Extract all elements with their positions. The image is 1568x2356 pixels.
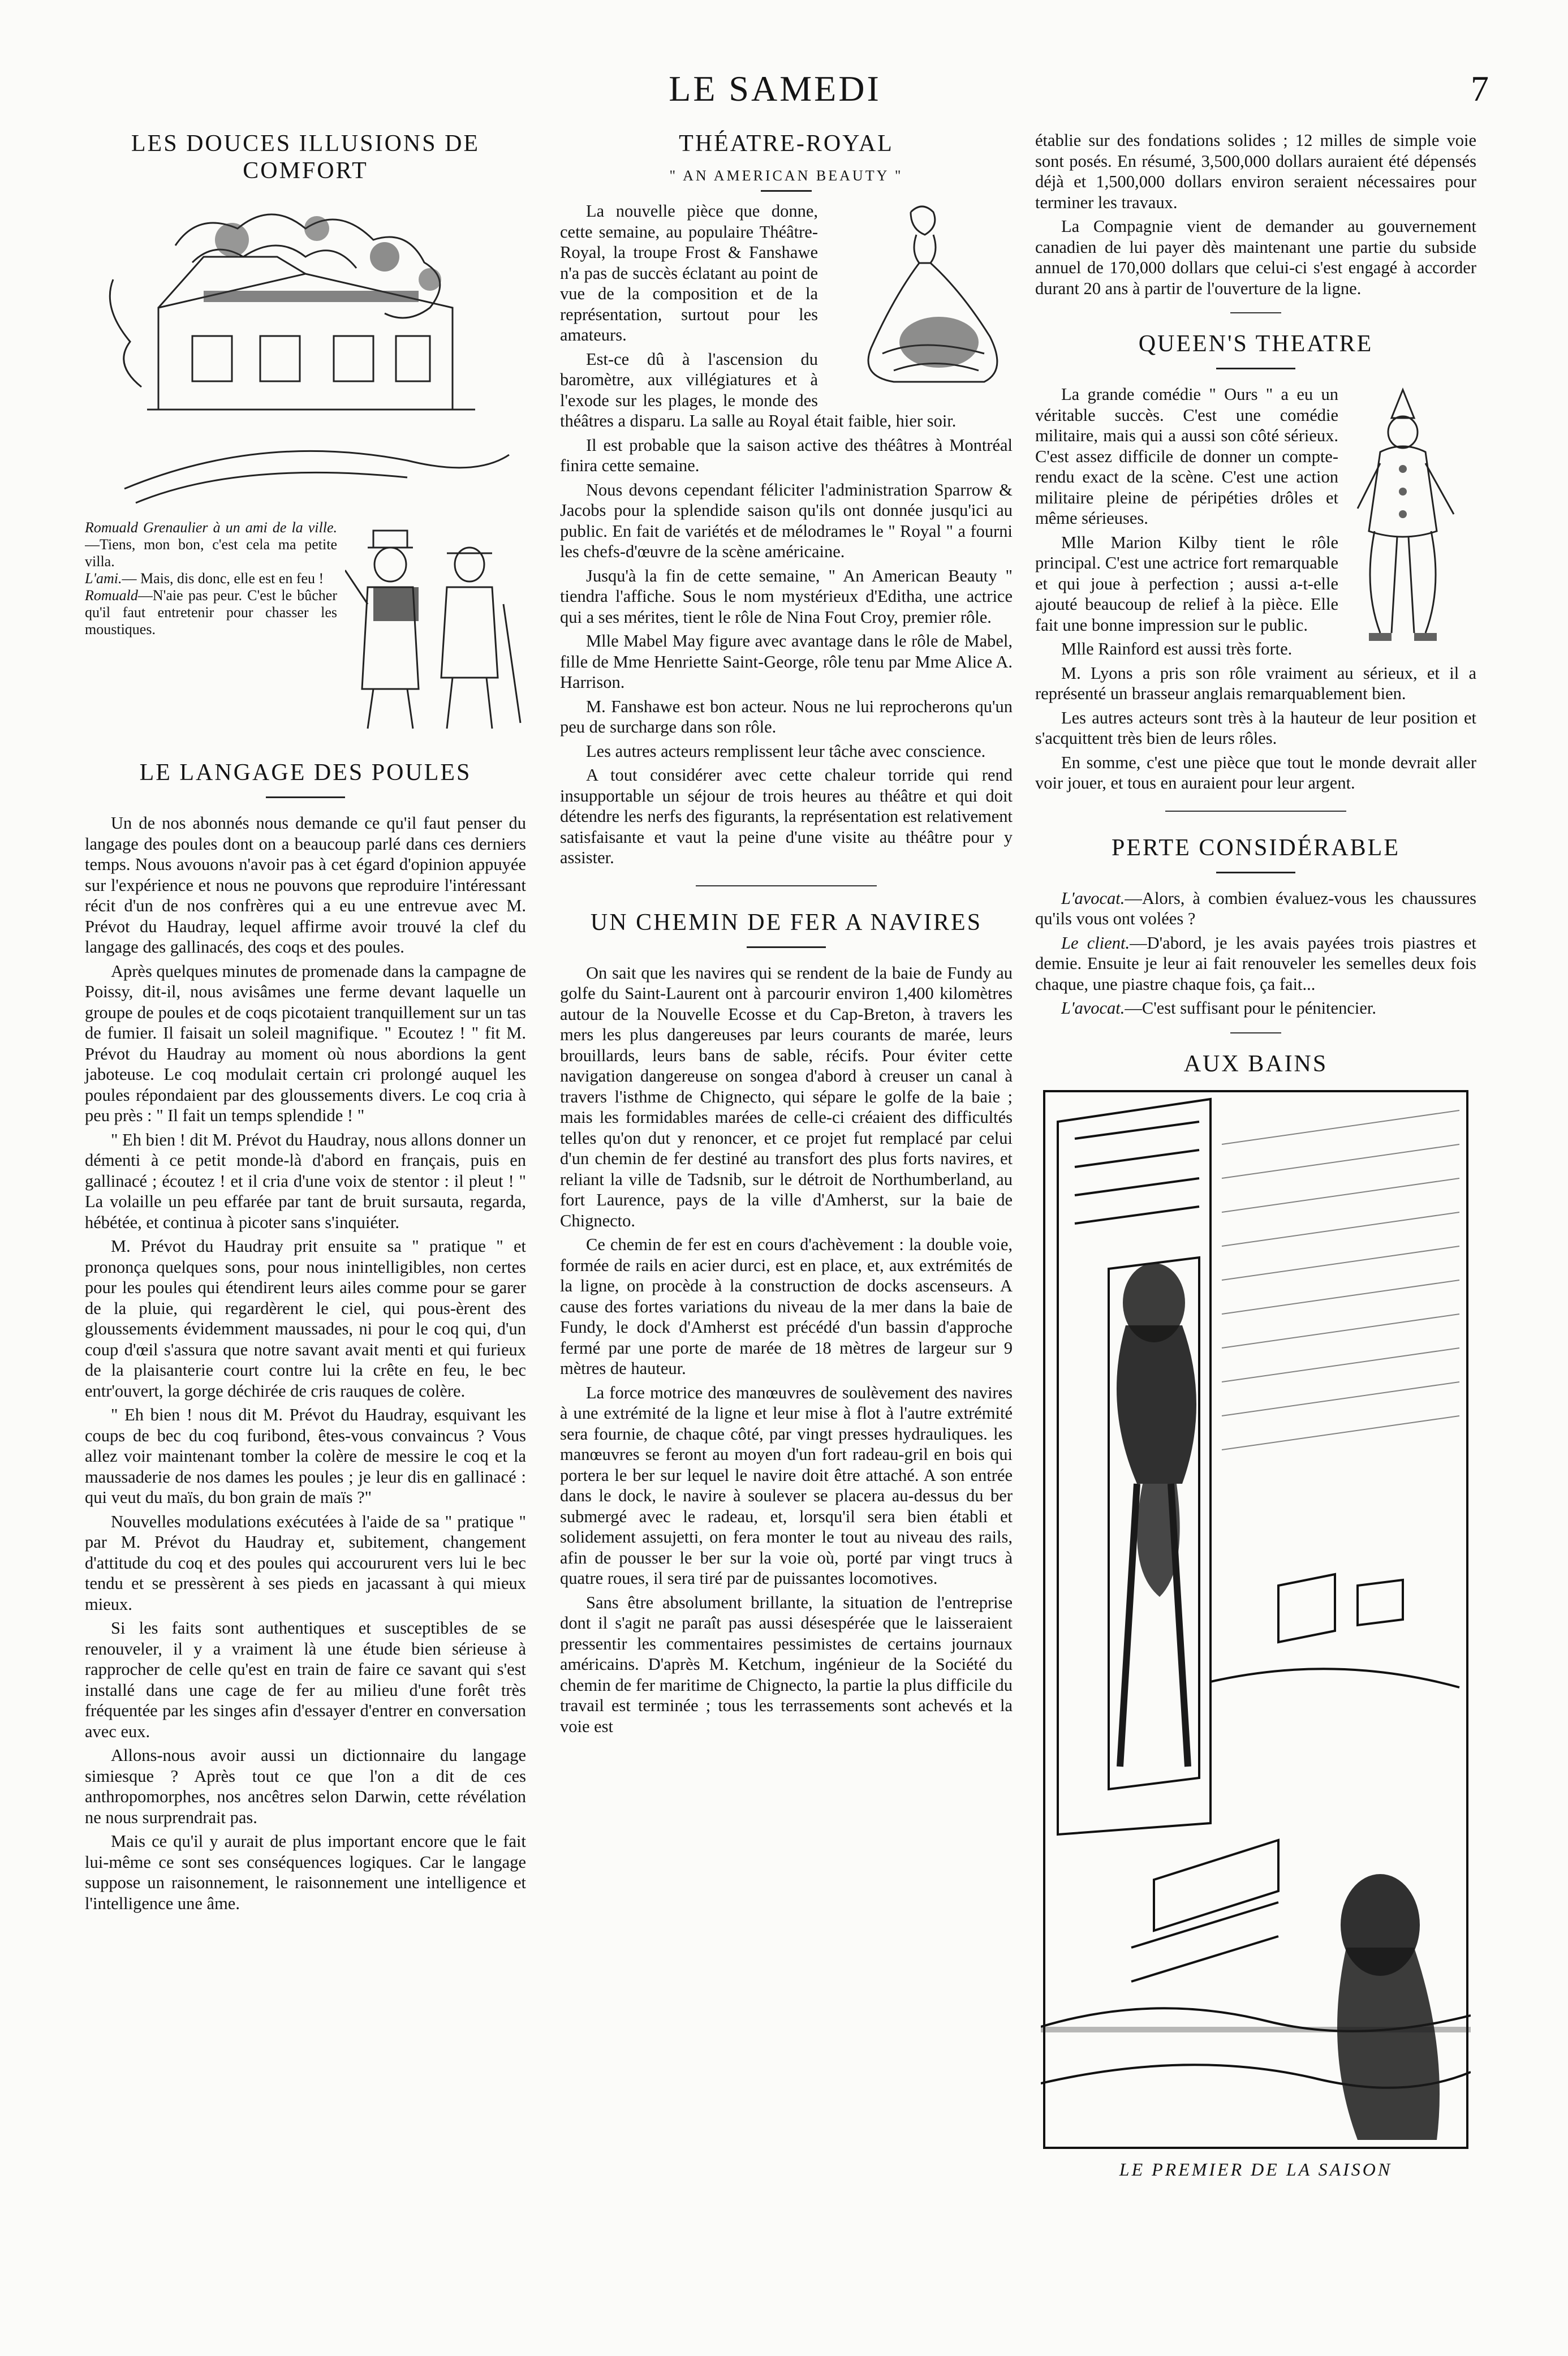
paragraph: M. Lyons a pris son rôle vraiment au sérieux, et il a représenté un brasseur anglais remarquablement bien. — [1035, 663, 1476, 703]
divider — [266, 796, 345, 798]
section-divider — [1230, 312, 1281, 313]
paragraph: Mlle Marion Kilby tient le rôle principal. C'est une actrice fort remarquable et qui joue à perfection ; aussi a-t-elle ajouté beaucoup de relief à la pièce. Elle fait une bonne impression sur le public. — [1035, 532, 1338, 635]
paragraph: M. Fanshawe est bon acteur. Nous ne lui reprocherons qu'un peu de surcharge dans son rôle. — [560, 696, 1013, 736]
paragraph: La force motrice des manœuvres de soulèvement des navires à une extrémité de la ligne et leur mise à flot à l'autre extrémité sera fournie, de chaque côté, par vingt presses hydrauliques. les manœuvres se feront au moyen d'un fort radeau-gril en bois qui portera le ber sur lequel le navire doit être attaché. A son entrée dans le dock, le navire à soulever se placera au-dessus du ber submergé avec le radeau, et, lorsqu'il sera bien établi et solidement assujetti, on fera monter le tout au niveau des rails, afin de pousser le ber sur la voie où, porté par vingt trucs à quatre roues, il sera tiré par de puissantes locomotives. — [560, 1382, 1013, 1588]
paragraph: La Compagnie vient de demander au gouvernement canadien de lui payer dès maintenant une partie du subside annuel de 170,000 dollars que celui-ci s'est engagé à accorder durant 20 ans à partir de l'ouverture de la ligne. — [1035, 217, 1476, 298]
dialogue-line: L'avocat.—Alors, à combien évaluez-vous les chaussures qu'ils vous ont volées ? — [1035, 888, 1476, 928]
paragraph: En somme, c'est une pièce que tout le monde devrait aller voir jouer, et tous en auraient pour leur argent. — [1035, 752, 1476, 792]
bathers-caption: LE PREMIER DE LA SAISON — [1119, 2159, 1393, 2180]
paragraph: Les autres acteurs sont très à la hauteur de leur position et s'acquittent très bien de leurs rôles. — [1035, 708, 1476, 748]
paragraph: établie sur des fondations solides ; 12 milles de simple voie sont posés. En résumé, 3,500,000 dollars auraient été dépensés déjà et 1,500,000 dollars environ seraient nécessaires pour terminer les travaux. — [1035, 131, 1476, 212]
men-illustration — [345, 519, 526, 734]
article-poules — [85, 813, 526, 1914]
article-perte — [1035, 888, 1476, 1019]
paragraph: Ce chemin de fer est en cours d'achèvement : la double voie, formée de rails en acier durci, est en place, et, aux extrémités de la ligne, on procède à la construction de docks ascenseurs. A cause des fortes variations du niveau de la mer dans la baie de Fundy, le dock d'Amherst est précédé d'un bassin d'approche fermé par une porte de marée de 18 mètres de largeur sur 9 mètres de hauteur. — [560, 1235, 1013, 1378]
dialogue-line: Le client.—D'abord, je les avais payées trois piastres et demie. Ensuite je leur ai fait renouveler les semelles deux fois chaque, une piastre chaque fois, ça fait... — [1035, 933, 1476, 994]
paragraph: La grande comédie " Ours " a eu un véritable succès. C'est une comédie militaire, mais qui a aussi son côté sérieux. C'est assez difficile de donner un compte-rendu exact de la scène. C'est une action militaire pleine de péripéties drôles et même sérieuses. — [1035, 385, 1338, 528]
dialogue-line: L'avocat.—C'est suffisant pour le pénitencier. — [1061, 998, 1376, 1018]
section-title-poules: LE LANGAGE DES POULES — [139, 760, 472, 786]
paragraph: On sait que les navires qui se rendent de la baie de Fundy au golfe du Saint-Laurent ont à parcourir environ 1,400 kilomètres autour de la Nouvelle Ecosse et du Cap-Breton, à travers les mers les plus dangereuses par leurs courants de marée, leurs brouillards, leurs bans de sable, récifs. Pour éviter cette navigation dangereuse on songea d'abord à creuser un canal à travers l'isthme de Chignecto, qui sépare le golfe de la baie ; mais les formidables marées de celle-ci créaient des difficultés telles qu'on dut y renoncer, et ce projet fut remplacé par celui d'un chemin de fer destiné au transfort des plus forts navires, et reliant la ville de Tadsnib, sur le détroit de Northumberland, au fort Laurence, pays de la ville d'Amherst, sur la baie de Chignecto. — [560, 963, 1013, 1230]
paragraph: Après quelques minutes de promenade dans la campagne de Poissy, dit-il, nous avisâmes une ferme devant laquelle un groupe de poules et de coqs picotaient tranquillement sur un tas de fumier. Il faisait un soleil magnifique. " Ecoutez ! " fit M. Prévot du Haudray au moment où nous abordions la gent jaboteuse. Le coq modulait certain cri prolongé auquel les poules répondaient par des gloussements divers. Le coq cria à peu près : " Il fait un temps splendide ! " — [85, 961, 526, 1125]
paragraph: Il est probable que la saison active des théâtres à Montréal finira cette semaine. — [560, 435, 1013, 475]
column-3 — [1035, 130, 1476, 2180]
divider — [1216, 368, 1295, 369]
article-queens-theatre — [1035, 384, 1476, 794]
section-divider — [1165, 811, 1346, 812]
page-number: 7 — [1471, 68, 1489, 109]
paragraph: Nouvelles modulations exécutées à l'aide de sa " pratique " par M. Prévot du Haudray et, subitement, changement d'attitude du coq et des poules qui accoururent vers lui le bec tendu et se pressèrent à ses pieds en jacassant à qui mieux mieux. — [85, 1511, 526, 1614]
section-title-queens-theatre: QUEEN'S THEATRE — [1138, 331, 1373, 357]
paragraph: Mlle Mabel May figure avec avantage dans le rôle de Mabel, fille de Mme Henriette Saint-George, rôle tenu par Mme Alice A. Harrison. — [560, 631, 1013, 692]
paragraph: A tout considérer avec cette chaleur torride qui rend insupportable un séjour de trois heures au théâtre et qui doit détendre les nerfs des figurants, la représentation est relativement satisfaisante et vaut la peine d'une visite au théâtre pour y assister. — [560, 765, 1013, 867]
play-subtitle: " AN AMERICAN BEAUTY " — [669, 167, 903, 184]
paragraph: Jusqu'à la fin de cette semaine, " An American Beauty " tiendra l'affiche. Sous le nom mystérieux d'Editha, une actrice qui a ses mérites, tient le rôle de Nina Fout Croy, premier rôle. — [560, 566, 1013, 627]
paragraph: " Eh bien ! nous dit M. Prévot du Haudray, esquivant les coups de bec du coq furibond, êtes-vous convaincus ? Vous allez voir maintenant tomber la colère de messire le coq et la maussaderie de nos dames les poules ; je leur dis en gallinacé : qui veut du maïs, du bon grain de maïs ?" — [85, 1405, 526, 1507]
paragraph: Est-ce dû à l'ascension du baromètre, aux villégiatures et à l'exode sur les plages, le monde des théâtres a disparu. La salle au Royal était faible, hier soir. — [560, 349, 957, 430]
paragraph: Allons-nous avoir aussi un dictionnaire du langage simiesque ? Après tout ce que l'on a dit de ces anthropomorphes, nos ancêtres selon Darwin, cette révélation ne nous surprendrait pas. — [85, 1746, 526, 1827]
bathers-illustration — [1041, 1088, 1471, 2151]
section-title-aux-bains: AUX BAINS — [1183, 1050, 1328, 1077]
article-chemin-de-fer — [560, 963, 1013, 1737]
section-title-theatre-royal: THÉATRE-ROYAL — [679, 131, 894, 157]
article-theatre-royal — [560, 201, 1013, 868]
paragraph: Nous devons cependant féliciter l'administration Sparrow & Jacobs pour la splendide saison qu'ils ont donnée jusqu'ici au public. En fait de variétés et de mélodrames le " Royal " a fourni les chefs-d'œuvre de la scène américaine. — [560, 480, 1013, 561]
caption-line: Romuald Grenaulier à un ami de la ville.—Tiens, mon bon, c'est cela ma petite villa. — [85, 519, 337, 570]
column-2 — [560, 130, 1013, 1740]
paragraph: " Eh bien ! dit M. Prévot du Haudray, nous allons donner un démenti à ce petit monde-là d'abord en français, puis en gallinacé ; écoutez ! et il cria d'une voix de stentor : il pleut ! " La volaille un peu effarée par tant de bruit sursauta, regarda, hébétée, et continua à picoter sans s'inquiéter. — [85, 1130, 526, 1232]
clown-illustration — [1346, 384, 1476, 650]
paragraph: Mais ce qu'il y aurait de plus important encore que le fait lui-même ce sont ses conséquences logiques. Car le langage suppose un raisonnement, le raisonnement une intelligence et l'intelligence une âme. — [85, 1832, 526, 1913]
paragraph: M. Prévot du Haudray prit ensuite sa " pratique " et prononça quelques sons, pour nous inintelligibles, non certes pour les poules qui étendirent leurs ailes comme pour se garer de la pluie, qui regardèrent le ciel, qui pous-èrent des gloussements évidemment maussades, ni pour le coq qui, d'un coup d'œil s'assura que notre savant avait menti et qui furieux de la plaisanterie court contre lui la crête en feu, le bec entr'ouvert, la gorge déchirée de cris rauques de colère. — [85, 1237, 526, 1401]
newspaper-title: LE SAMEDI — [669, 68, 881, 109]
divider — [761, 190, 812, 192]
paragraph: Les autres acteurs remplissent leur tâche avec conscience. — [586, 741, 986, 761]
section-title-chemin-de-fer: UN CHEMIN DE FER A NAVIRES — [590, 909, 983, 936]
paragraph: Si les faits sont authentiques et susceptibles de se renouveler, il y a vraiment là une étude bien sérieuse à rapprocher de celle qu'est en train de faire ce savant qui s'est installé dans une cage de fer au milieu d'une forêt très fréquentée par les singes afin d'essayer d'entrer en conversation avec eux. — [85, 1618, 526, 1741]
paragraph: La nouvelle pièce que donne, cette semaine, au populaire Théâtre-Royal, la troupe Frost & Fanshawe n'a pas de succès éclatant au point de vue de la composition et de la représentation, surtout pour les amateurs. — [560, 201, 818, 344]
section-divider — [1230, 1032, 1281, 1033]
caption-line: L'ami.— Mais, dis donc, elle est en feu ! — [85, 570, 324, 587]
paragraph: Sans être absolument brillante, la situation de l'entreprise dont il s'agit ne paraît pas aussi désespérée que le laisseraient pressentir les commentaires pessimistes de certains journaux américains. D'après M. Ketchum, ingénieur de la Société du chemin de fer maritime de Chignecto, la partie la plus difficile du travail est terminée ; tous les terrassements sont achevés et la voie est — [560, 1592, 1013, 1736]
section-title-perte: PERTE CONSIDÉRABLE — [1112, 834, 1400, 861]
section-title-comfort: LES DOUCES ILLUSIONS DE COMFORT — [131, 131, 480, 184]
caption-line: Romuald—N'aie pas peur. C'est le bûcher qu'il faut entretenir pour chasser les moustiques. — [85, 587, 337, 638]
divider — [747, 946, 826, 948]
villa-fire-illustration — [91, 195, 520, 511]
divider — [1216, 872, 1295, 873]
paragraph: Un de nos abonnés nous demande ce qu'il faut penser du langage des poules dont on a beaucoup parlé dans ces derniers temps. Nous avouons n'avoir pas à cet égard d'opinion appuyée sur l'expérience et nous ne pouvons que reproduire l'intéressant récit d'un de nos confrères qui a eu une entrevue avec M. Prévot du Haudray, lequel affirme avoir trouvé la clef du langage des gallinacés, des coqs et des poules. — [85, 813, 526, 957]
section-divider — [696, 885, 877, 886]
paragraph: Mlle Rainford est aussi très forte. — [1061, 639, 1293, 658]
actress-illustration — [826, 201, 1013, 387]
article-continuation — [1035, 130, 1476, 299]
column-1 — [85, 130, 526, 1917]
